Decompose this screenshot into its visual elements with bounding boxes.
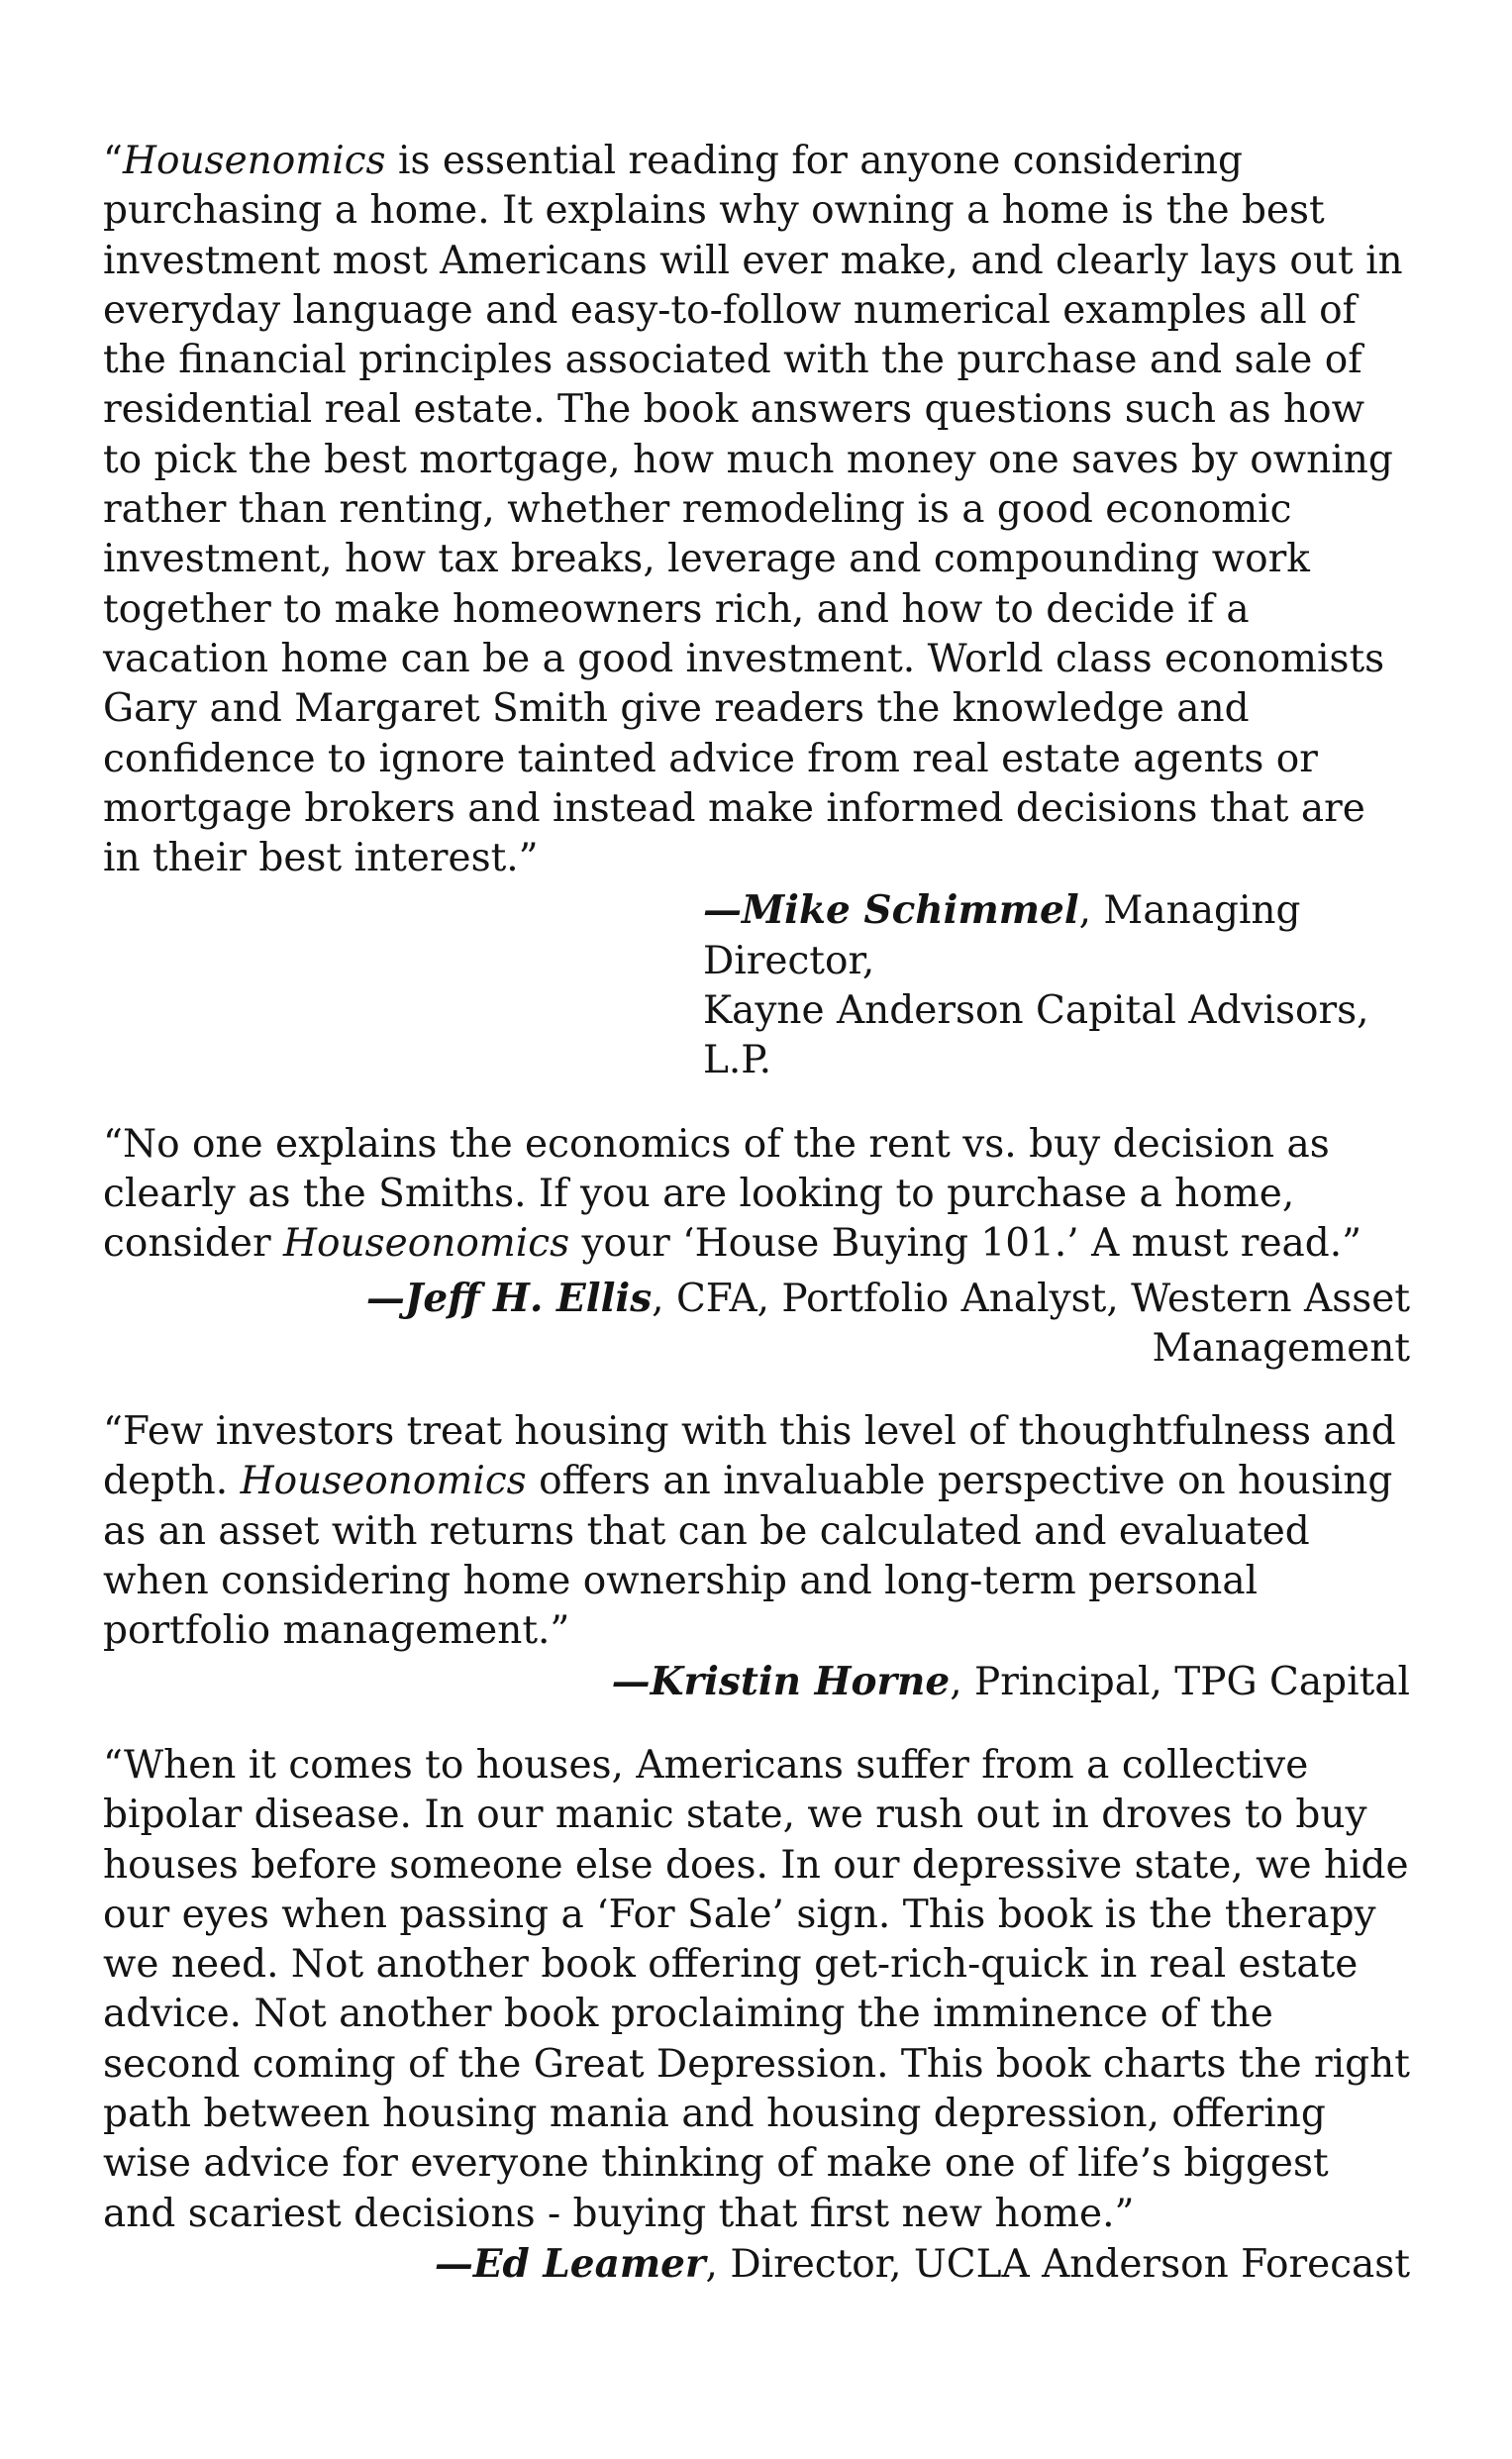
attribution-dash: — (611, 1658, 651, 1704)
endorser-role: , Director, UCLA Anderson Forecast (705, 2241, 1410, 2287)
attribution-dash: — (703, 887, 742, 934)
quote-open-mark: “ (103, 139, 123, 183)
endorser-role: , CFA, Portfolio Analyst, Western Asset Management (652, 1276, 1410, 1371)
quote-text: “When it comes to houses, Americans suffer from a collective bipolar disease. In our manic state, we rush out in droves to buy houses before someone else does. In our depressive state, we hide our eyes when passing a ‘For Sale’ sign. This book is the therapy we need. Not another book offering get-rich-quick in real estate advice. Not another book proclaiming the imminence of the second coming of the Great Depression. This book charts the right path between housing mania and housing depression, offering wise advice for everyone thinking of make one of life’s biggest and scariest decisions - buying that first new home.” (103, 1742, 1410, 2236)
book-title: Houseonomics (240, 1459, 527, 1504)
quote-text-after: your ‘House Buying 101.’ A must read.” (569, 1221, 1362, 1267)
endorser-name: Mike Schimmel (742, 887, 1079, 934)
endorsement-quote-2 (103, 1120, 1410, 1270)
quote-text: is essential reading for anyone considering purchasing a home. It explains why owning a home is the best investment most Americans will ever make, and clearly lays out in everyday language and easy-to-follow numerical examples all of the financial principles associated with the purchase and sale of residential real estate. The book answers questions such as how to pick the best mortgage, how much money one saves by owning rather than renting, whether remodeling is a good economic investment, how tax breaks, leverage and compounding work together to make homeowners rich, and how to decide if a vacation home can be a good investment. World class economists Gary and Margaret Smith give readers the knowledge and confidence to ignore tainted advice from real estate agents or mortgage brokers and instead make informed decisions that are in their best interest.” (103, 139, 1403, 881)
endorser-organization: Kayne Anderson Capital Advisors, L.P. (703, 988, 1369, 1083)
quote-text-before: “No one explains the economics of the rent vs. buy decision as clearly as the Smiths. If you are looking to purchase a home, consider (103, 1121, 1330, 1267)
quote-text-before: “Few investors treat housing with this level of thoughtfulness and depth. (103, 1409, 1396, 1504)
quote-text-after: offers an invaluable perspective on housing as an asset with returns that can be calculated and evaluated when considering home ownership and long-term personal portfolio management.” (103, 1459, 1393, 1654)
endorsement-quote-4 (103, 1741, 1410, 2239)
endorser-name: Jeff H. Ellis (404, 1275, 653, 1321)
endorser-name: Kristin Horne (650, 1658, 951, 1704)
endorsement-quote-1 (103, 137, 1410, 883)
attribution-dash: — (434, 2240, 473, 2287)
endorser-role: , Managing Director, (703, 888, 1301, 983)
endorsement-attribution-3 (103, 1657, 1410, 1707)
endorser-role: , Principal, TPG Capital (950, 1659, 1410, 1704)
endorser-name: Ed Leamer (472, 2240, 706, 2287)
endorsements-page (103, 137, 1410, 2290)
attribution-dash: — (365, 1275, 405, 1321)
endorsement-quote-3 (103, 1407, 1410, 1656)
book-title: Houseonomics (283, 1221, 570, 1267)
endorsement-attribution-2 (103, 1274, 1410, 1375)
book-title: Housenomics (122, 139, 386, 183)
endorsement-attribution-4 (103, 2239, 1410, 2290)
endorsement-attribution-1 (703, 885, 1410, 1085)
